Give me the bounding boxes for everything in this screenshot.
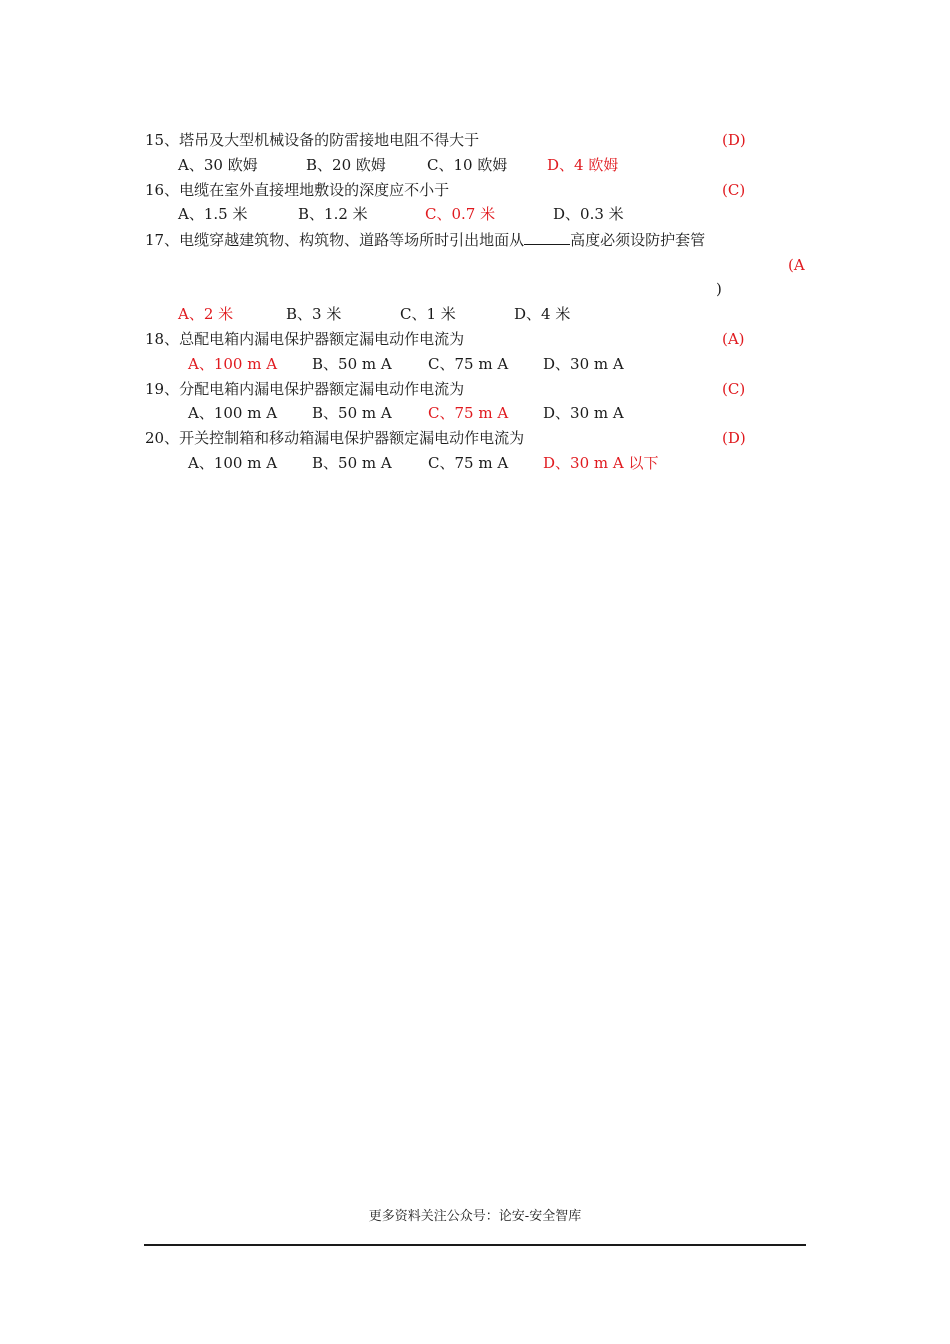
option-b: B、1.2 米	[298, 205, 368, 223]
fill-in-blank	[524, 230, 570, 245]
footer-note: 更多资料关注公众号：论安-安全智库	[368, 1209, 582, 1224]
option-d-correct: D、30 m A 以下	[543, 454, 659, 472]
option-d: D、30 m A	[543, 355, 624, 373]
option-c-correct: C、75 m A	[428, 404, 509, 422]
option-a: A、100 m A	[188, 404, 278, 422]
question-text: 电缆在室外直接埋地敷设的深度应不小于	[179, 181, 450, 199]
option-b: B、3 米	[286, 305, 342, 323]
option-d: D、0.3 米	[553, 205, 624, 223]
option-d: D、4 米	[514, 305, 571, 323]
option-c: C、75 m A	[428, 454, 509, 472]
answer-key: (C)	[722, 380, 746, 398]
footer-divider	[144, 1244, 806, 1246]
answer-key: (D)	[722, 131, 746, 149]
question-text-before: 电缆穿越建筑物、构筑物、道路等场所时引出地面从	[179, 231, 525, 249]
answer-key-close: )	[716, 280, 722, 298]
option-a-correct: A、100 m A	[188, 355, 278, 373]
answer-key-open: (A	[788, 256, 805, 274]
answer-key: (A)	[722, 330, 745, 348]
question-text: 分配电箱内漏电保护器额定漏电动作电流为	[179, 380, 465, 398]
option-c: C、75 m A	[428, 355, 509, 373]
option-b: B、20 欧姆	[306, 156, 386, 174]
option-b: B、50 m A	[312, 355, 392, 373]
option-a: A、1.5 米	[178, 205, 248, 223]
question-text-after: 高度必须设防护套管	[570, 231, 706, 249]
option-b: B、50 m A	[312, 454, 392, 472]
answer-key: (D)	[722, 429, 746, 447]
option-b: B、50 m A	[312, 404, 392, 422]
option-c: C、1 米	[400, 305, 456, 323]
question-number: 18、	[145, 330, 180, 348]
option-c: C、10 欧姆	[427, 156, 508, 174]
option-a-correct: A、2 米	[178, 305, 234, 323]
question-number: 20、	[145, 429, 180, 447]
question-text: 开关控制箱和移动箱漏电保护器额定漏电动作电流为	[179, 429, 525, 447]
question-number: 17、	[145, 231, 180, 249]
option-d: D、30 m A	[543, 404, 624, 422]
answer-key: (C)	[722, 181, 746, 199]
option-c-correct: C、0.7 米	[425, 205, 496, 223]
question-number: 19、	[145, 380, 180, 398]
option-a: A、30 欧姆	[178, 156, 258, 174]
question-number: 15、	[145, 131, 180, 149]
option-a: A、100 m A	[188, 454, 278, 472]
question-text: 总配电箱内漏电保护器额定漏电动作电流为	[179, 330, 465, 348]
option-d-correct: D、4 欧姆	[547, 156, 619, 174]
question-text: 塔吊及大型机械设备的防雷接地电阻不得大于	[179, 131, 480, 149]
question-number: 16、	[145, 181, 180, 199]
